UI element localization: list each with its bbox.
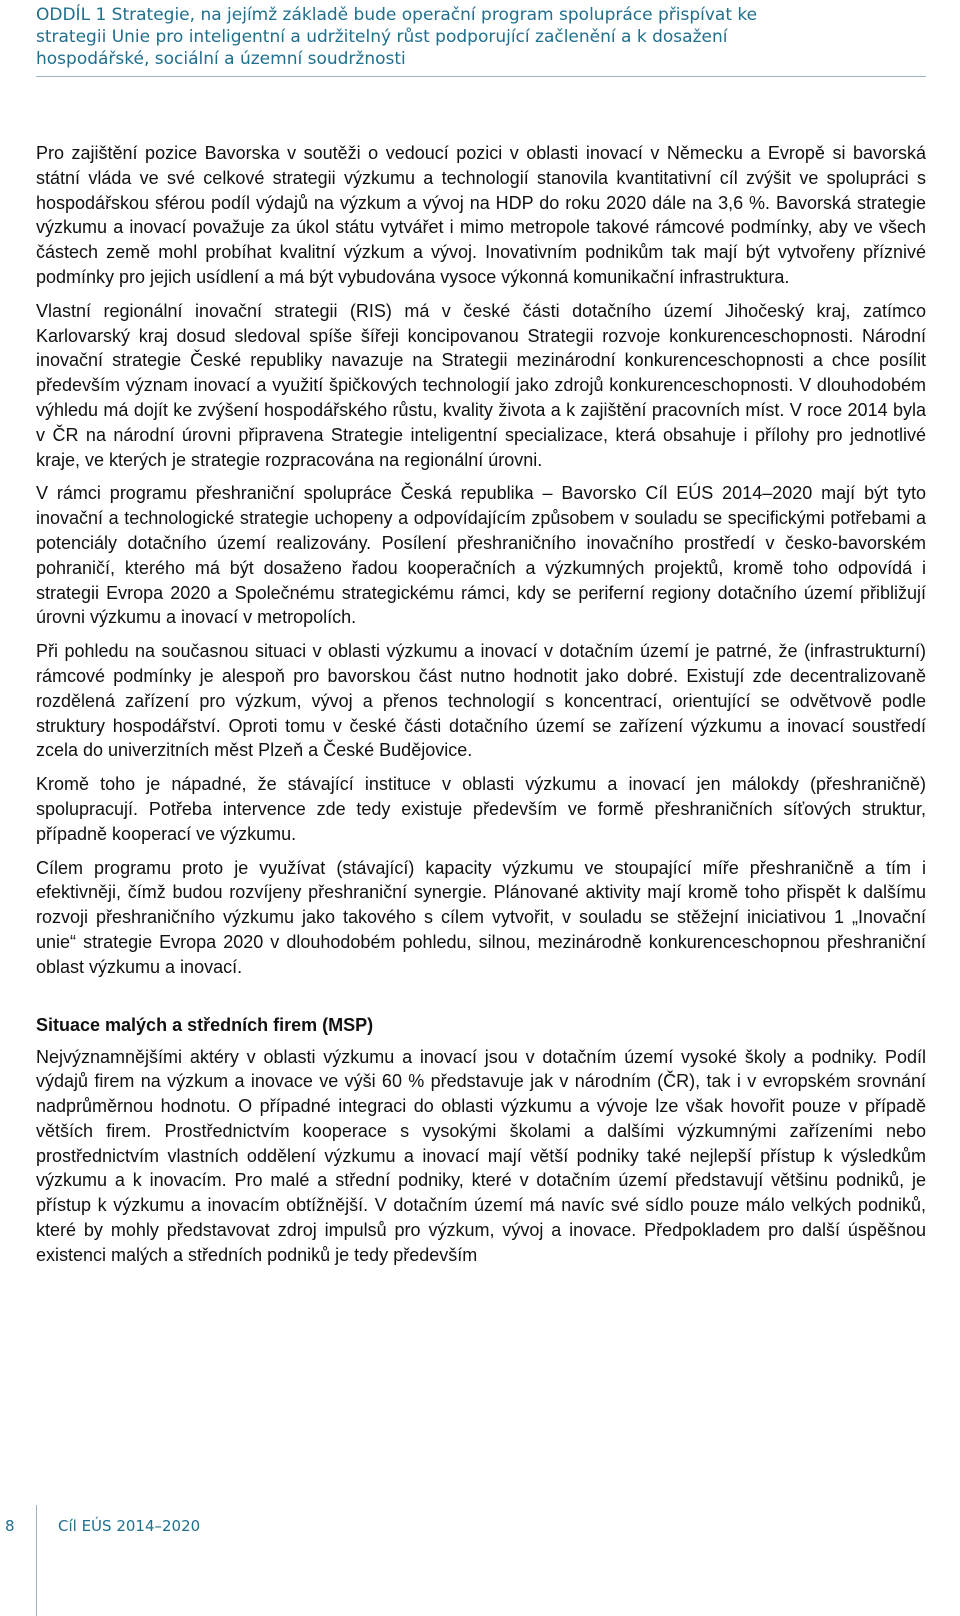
paragraph-bavarian-strategy: Pro zajištění pozice Bavorska v soutěži o vedoucí pozici v oblasti inovací v Německu a Evropě si bavorská státní vláda ve své celkové strategii výzkumu a technologií stanovila kvantitativní cíl zvýšit ve spolupráci s hospodářskou sférou podíl výdajů na výzkum a vývoj na HDP do roku 2020 dále na 3,6 %. Bavorská strategie výzkumu a inovací považuje za úkol státu vytvářet i mimo metropole takové rámcové podmínky, aby ve všech částech země mohl probíhat kvalitní výzkum a vývoj. Inovativním podnikům tak mají být vytvořeny příznivé podmínky pro jejich usídlení a má být vybudována vysoce výkonná komunikační infrastruktura.	[36, 143, 926, 287]
paragraph-cross-border-programme: V rámci programu přeshraniční spolupráce Česká republika – Bavorsko Cíl EÚS 2014–2020 mají být tyto inovační a technologické strategie uchopeny a odpovídajícím způsobem v souladu se specifickými potřebami a potenciály dotačního území realizovány. Posílení přeshraničního inovačního prostředí v česko-bavorském pohraničí, kterého má být dosaženo řadou kooperačních a výzkumných projektů, kromě toho odpovídá i strategii Evropa 2020 a Společnému strategickému rámci, kdy se periferní regiony dotačního území přibližují úrovni výzkumu a inovací v metropolích.	[36, 483, 926, 628]
section-title-line-3: hospodářské, sociální a územní soudržnosti	[36, 49, 406, 69]
paragraph-regional-innovation-strategy: Vlastní regionální inovační strategii (RIS) má v české části dotačního území Jihočeský kraj, zatímco Karlovarský kraj dosud sledoval spíše šířeji koncipovanou Strategii rozvoje konkurenceschopnosti. Národní inovační strategie České republiky navazuje na Strategii mezinárodní konkurenceschopnosti a chce posílit především význam inovací a využití špičkových technologií jako zdrojů konkurenceschopnosti. V dlouhodobém výhledu má dojít ke zvýšení hospodářského růstu, kvality života a k zajištění pracovních míst. V roce 2014 byla v ČR na národní úrovni připravena Strategie inteligentní specializace, která obsahuje i přílohy pro jednotlivé kraje, ve kterých je strategie rozpracována na regionální úrovni.	[36, 300, 926, 470]
document-body	[36, 141, 926, 1277]
page-header	[36, 4, 926, 77]
paragraph-programme-goal: Cílem programu proto je využívat (stávající) kapacity výzkumu ve stoupající míře přeshraničně a tím i efektivněji, čímž budou rozvíjeny přeshraniční synergie. Plánované aktivity mají kromě toho přispět k dalšímu rozvoji přeshraničního výzkumu jako takového s cílem vytvořit, v souladu se stěžejní iniciativou 1 „Inovační unie“ strategie Evropa 2020 v dlouhodobém pohledu, silnou, mezinárodně konkurenceschopnou přeshraniční oblast výzkumu a inovací.	[36, 857, 926, 977]
footer-label: Cíl EÚS 2014–2020	[58, 1517, 201, 1535]
paragraph-cooperation-need: Kromě toho je nápadné, že stávající instituce v oblasti výzkumu a inovací jen málokdy (přeshraničně) spolupracují. Potřeba intervence zde tedy existuje především ve formě přeshraničních síťových struktur, případně kooperací ve výzkumu.	[36, 774, 926, 844]
paragraph-current-situation: Při pohledu na současnou situaci v oblasti výzkumu a inovací v dotačním území je patrné, že (infrastrukturní) rámcové podmínky je alespoň pro bavorskou část nutno hodnotit jako dobré. Existují zde decentralizovaně rozdělená zařízení pro výzkum, vývoj a přenos technologií s koncentrací, orientující se odvětvově podle struktury hospodářství. Oproti tomu v české části dotačního území se zařízení výzkumu a inovací soustředí zcela do univerzitních měst Plzeň a České Budějovice.	[36, 641, 926, 761]
page-number: 8	[5, 1517, 15, 1535]
footer-divider	[36, 1505, 37, 1616]
paragraph-sme-situation: Nejvýznamnějšími aktéry v oblasti výzkumu a inovací jsou v dotačním území vysoké školy a podniky. Podíl výdajů firem na výzkum a inovace ve výši 60 % představuje jak v národním (ČR), tak i v evropském srovnání nadprůměrnou hodnotu. O případné integraci do oblasti výzkumu a vývoje lze však hovořit pouze v případě větších firem. Prostřednictvím kooperace s vysokými školami a dalšími výzkumnými zařízeními nebo prostřednictvím vlastních oddělení výzkumu a inovací mají větší podniky také nejlepší přístup k výsledkům výzkumu a k inovacím. Pro malé a střední podniky, které v dotačním území představují většinu podniků, je přístup k výzkumu a inovacím obtížnější. V dotačním území má navíc své sídlo pouze málo velkých podniků, které by mohly představovat zdroj impulsů pro výzkum, vývoj a inovace. Předpokladem pro další úspěšnou existenci malých a středních podniků je tedy především	[36, 1046, 926, 1265]
section-heading-sme: Situace malých a středních firem (MSP)	[36, 1014, 374, 1035]
section-title-line-1: ODDÍL 1 Strategie, na jejímž základě bude operační program spolupráce přispívat ke	[36, 5, 758, 25]
section-title-line-2: strategii Unie pro inteligentní a udržitelný růst podporující začlenění a k dosažení	[36, 27, 728, 47]
